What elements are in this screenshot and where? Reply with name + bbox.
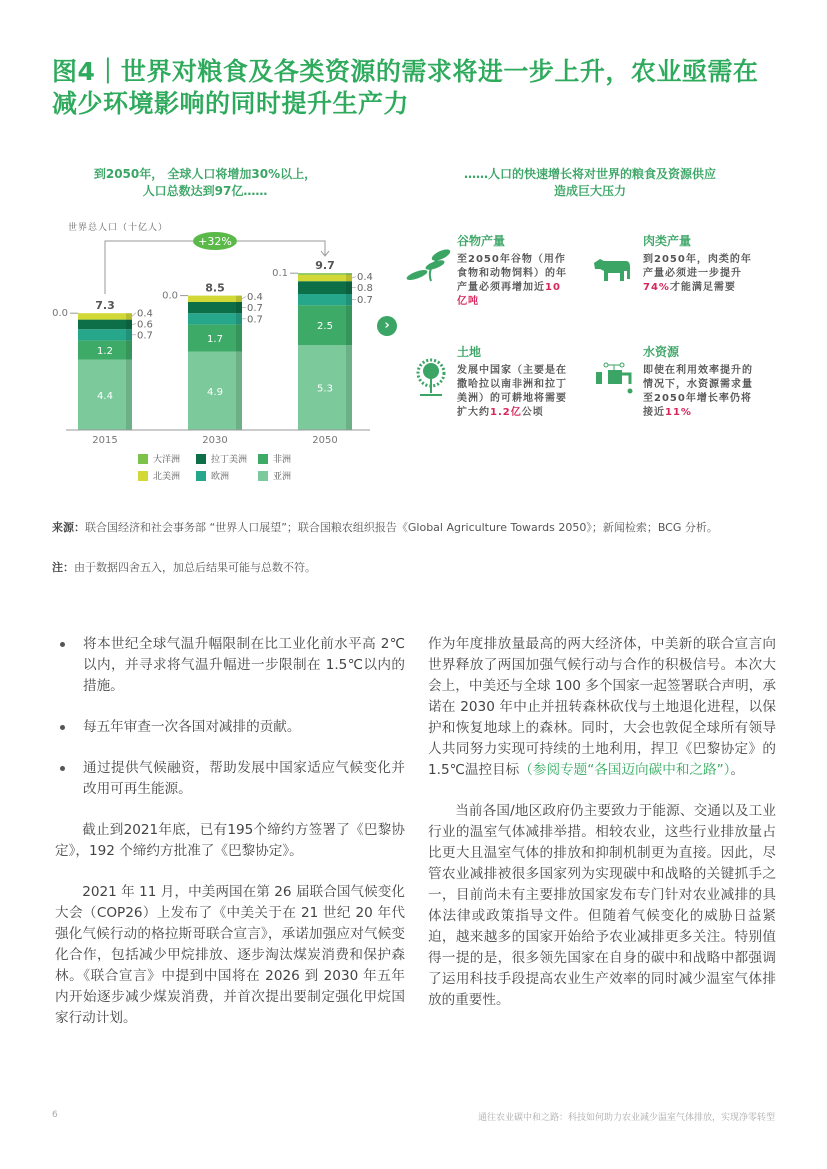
left-column (55, 634, 405, 1049)
running-title: 通往农业碳中和之路：科技如何助力农业减少温室气体排放，实现净零转型 (477, 1113, 775, 1123)
bar-segment (188, 313, 242, 324)
bar-shade (236, 352, 242, 430)
note-label: 注： (52, 561, 74, 574)
bar-shade (126, 329, 132, 340)
legend-swatch (138, 471, 148, 481)
legend-label: 北美洲 (153, 472, 181, 482)
water-section (643, 343, 758, 420)
text: 才能满足需要 (669, 282, 736, 293)
oceania-label: 0.1 (272, 268, 288, 280)
grain-section (457, 232, 567, 309)
bar-shade (236, 302, 242, 313)
land-section (457, 343, 567, 420)
bullet-item: 每五年审查一次各国对减排的贡献。 (55, 717, 405, 738)
right-panel-subtitle (420, 166, 760, 200)
figure-title: 图4｜世界对粮食及各类资源的需求将进一步上升，农业亟需在减少环境影响的同时提升生产力 (52, 57, 759, 118)
highlight: 74% (643, 282, 670, 293)
text: 。 (730, 762, 745, 778)
section-text (643, 364, 758, 420)
bar-segment (298, 273, 352, 275)
legend-label: 非洲 (273, 455, 292, 465)
page-number: 6 (52, 1110, 58, 1120)
section-title: 肉类产量 (643, 234, 692, 248)
text: 发展中国家（主要是在撒哈拉以南非洲和拉丁美洲）的可耕地将需要扩大约 (457, 365, 567, 418)
source-note (52, 520, 782, 535)
section-title: 谷物产量 (457, 234, 506, 248)
subtitle-line: ……人口的快速增长将对世界的粮食及资源供应 (463, 167, 716, 181)
bar-shade (126, 360, 132, 430)
bar-segment (188, 302, 242, 313)
legend-swatch (258, 454, 268, 464)
section-text (457, 253, 567, 309)
segment-label: 1.2 (97, 346, 113, 357)
bar-shade (346, 275, 352, 281)
legend-item (196, 452, 258, 465)
section-text (457, 364, 567, 420)
legend-label: 亚洲 (273, 472, 292, 482)
segment-label: 2.5 (317, 321, 333, 333)
note-text: 由于数据四舍五入，加总后结果可能与总数不符。 (74, 561, 316, 574)
bullet-item: 通过提供气候融资，帮助发展中国家适应气候变化并改用可再生能源。 (55, 758, 405, 800)
source-label: 来源： (52, 521, 85, 534)
growth-badge-label: +32% (198, 235, 232, 248)
right-column (428, 634, 776, 1031)
bar-shade (236, 324, 242, 351)
text: 至2050年谷物（用作食物和动物饲料）的年产量必须再增加近 (457, 254, 567, 293)
text: 作为年度排放量最高的两大经济体，中美新的联合宣言向世界释放了两国加强气候行动与合作的积极信号。本次大会上，中美还与全球 100 多个国家一起签署联合声明，承诺在 2030 年中止并扭转森林砍伐与土地退化进程，以保护和恢复地球上的森林。同时，大会也敦促全球所有领导人共同努力实现可持续的土地利用，捍卫《巴黎协定》的 1.5℃温控目标 (428, 636, 776, 778)
source-text: 联合国经济和社会事务部 “世界人口展望”；联合国粮农组织报告《Global Agriculture Towards 2050》；新闻检索；BCG 分析。 (85, 521, 718, 534)
legend-label: 拉丁美洲 (211, 455, 248, 465)
chevron-right-icon: › (377, 316, 397, 336)
legend-label: 大洋洲 (153, 455, 181, 465)
label-leader (132, 324, 136, 325)
total-label: 8.5 (205, 281, 225, 295)
legend-item (196, 469, 258, 482)
oceania-label: 0.0 (162, 290, 178, 302)
paragraph: 截止到2021年底，已有195个缔约方签署了《巴黎协定》，192 个缔约方批准了《巴黎协定》。 (55, 822, 405, 859)
highlight: 1.2亿 (490, 407, 522, 418)
tree-icon (410, 357, 452, 399)
bar-segment (298, 275, 352, 281)
segment-label: 0.8 (357, 283, 373, 295)
segment-label: 4.4 (97, 390, 113, 402)
segment-label: 5.3 (317, 383, 333, 395)
bar-shade (236, 313, 242, 324)
grain-icon (405, 245, 453, 283)
section-text (643, 253, 758, 295)
bar-shade (346, 273, 352, 275)
highlight: 10亿吨 (457, 282, 561, 307)
legend-item (258, 452, 318, 465)
segment-label: 0.4 (357, 272, 373, 284)
water-tap-icon (596, 362, 636, 396)
segment-label: 0.4 (137, 308, 153, 320)
legend-item (138, 469, 196, 482)
paragraph (428, 634, 776, 781)
subtitle-line: 人口总数达到97亿…… (142, 184, 268, 198)
legend-swatch (196, 471, 206, 481)
meat-section (643, 232, 758, 295)
bar-shade (346, 305, 352, 345)
y-axis-label: 世界总人口（十亿人） (68, 223, 169, 233)
legend-swatch (138, 454, 148, 464)
label-leader (352, 277, 356, 278)
bar-shade (346, 294, 352, 305)
legend-swatch (196, 454, 206, 464)
label-leader (242, 297, 246, 299)
segment-label: 0.6 (137, 319, 153, 331)
bar-shade (236, 296, 242, 302)
bar-segment (78, 329, 132, 340)
bar-segment (188, 296, 242, 302)
segment-label: 4.9 (207, 386, 223, 398)
x-tick-label: 2030 (202, 435, 228, 446)
text: 到2050年，肉类的年产量必须进一步提升 (643, 254, 752, 279)
segment-label: 0.7 (137, 330, 153, 342)
paragraph: 当前各国/地区政府仍主要致力于能源、交通以及工业行业的温室气体减排举措。相较农业，这些行业排放量占比更大且温室气体的排放和抑制机制更为直接。因此，尽管农业减排被很多国家列为实现碳中和战略的关键抓手之一，目前尚未有主要排放国家发布专门针对农业减排的具体法律或政策指导文件。但随着气候变化的威胁日益紧迫，越来越多的国家开始给予农业减排更多关注。特别值得一提的是，很多领先国家在自身的碳中和战略中都强调了运用科技手段提高农业生产效率的同时减少温室气体排放的重要性。 (428, 803, 776, 1008)
segment-label: 0.7 (247, 303, 263, 315)
highlight: 11% (665, 407, 692, 418)
bar-shade (346, 345, 352, 430)
x-tick-label: 2050 (312, 435, 338, 446)
bar-segment (78, 320, 132, 330)
chart-legend (138, 452, 318, 482)
section-title: 土地 (457, 345, 482, 359)
text: 即使在利用效率提升的情况下，水资源需求量至2050年增长率仍将接近 (643, 365, 753, 418)
segment-label: 1.7 (207, 334, 223, 345)
segment-label: 0.4 (247, 292, 263, 304)
cow-icon (592, 255, 632, 283)
bar-shade (346, 281, 352, 294)
paragraph: 2021 年 11 月，中美两国在第 26 届联合国气候变化大会（COP26）上发布了《中美关于在 21 世纪 20 年代强化气候行动的格拉斯哥联合宣言》，承诺加强应对气候变化合作，包括减少甲烷排放、逐步淘汰煤炭消费和保护森林。《联合宣言》中提到中国将在 2026 到 2030 年五年内开始逐步减少煤炭消费，并首次提出要制定强化甲烷国家行动计划。 (55, 884, 405, 1026)
segment-label: 0.7 (247, 314, 263, 326)
text: 公顷 (521, 407, 544, 418)
cross-reference-link[interactable]: （参阅专题“各国迈向碳中和之路”） (519, 762, 731, 778)
bar-segment (298, 294, 352, 305)
bar-shade (126, 320, 132, 330)
bar-shade (126, 313, 132, 319)
segment-label: 0.7 (357, 295, 373, 307)
bar-shade (126, 340, 132, 359)
bar-segment (78, 313, 132, 319)
legend-label: 欧洲 (211, 472, 230, 482)
legend-item (138, 452, 196, 465)
x-tick-label: 2015 (92, 435, 118, 446)
bullet-item: 将本世纪全球气温升幅限制在比工业化前水平高 2℃以内，并寻求将气温升幅进一步限制在 1.5℃以内的措施。 (55, 634, 405, 697)
legend-item (258, 469, 318, 482)
oceania-label: 0.0 (52, 308, 68, 320)
subtitle-line: 造成巨大压力 (553, 184, 626, 198)
label-leader (132, 313, 136, 317)
subtitle-line: 到2050年， 全球人口将增加30%以上， (93, 167, 317, 181)
rounding-note (52, 560, 782, 575)
total-label: 7.3 (95, 299, 115, 313)
section-title: 水资源 (643, 345, 680, 359)
total-label: 9.7 (315, 259, 335, 273)
bar-segment (298, 281, 352, 294)
legend-swatch (258, 471, 268, 481)
